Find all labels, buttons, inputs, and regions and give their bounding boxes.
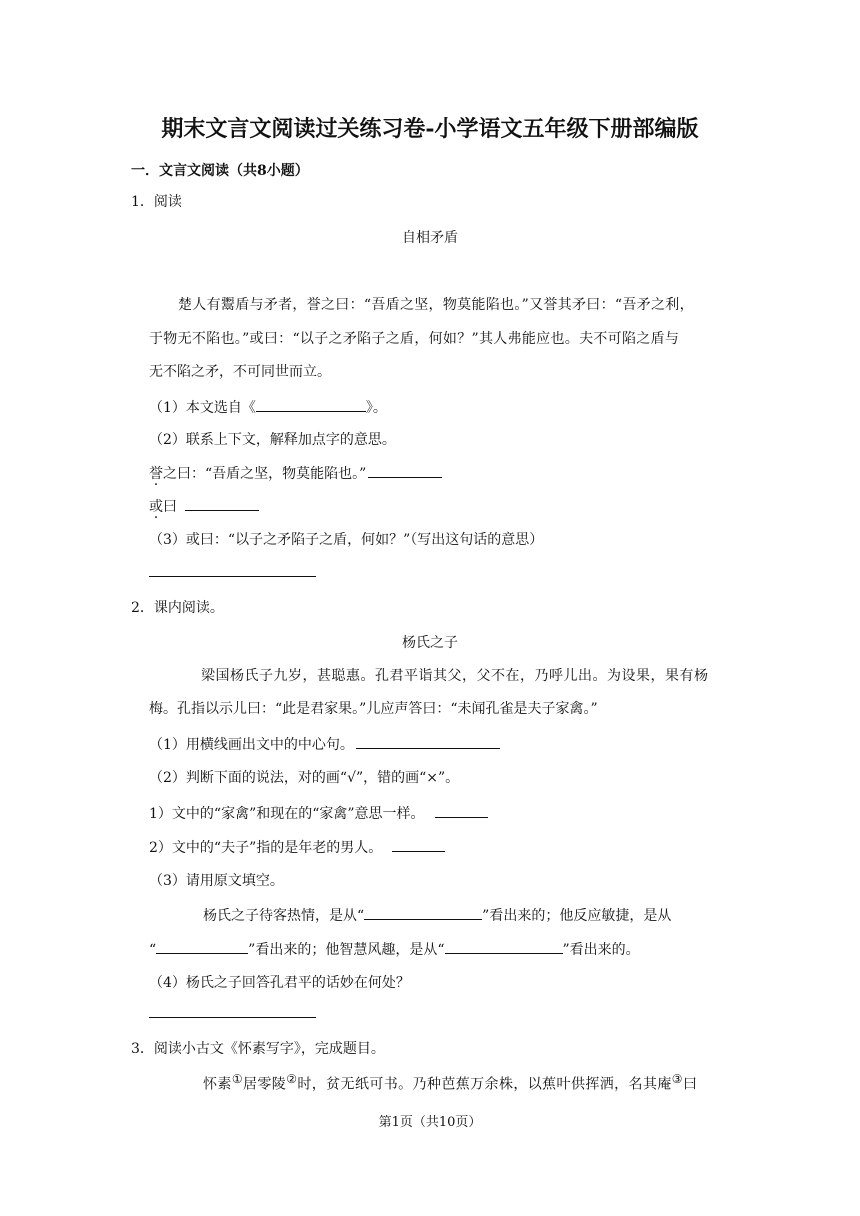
q1-passage-line-3: 无不陷之矛，不可同世而立。 (149, 364, 331, 380)
q2-answer-line[interactable] (149, 1017, 316, 1018)
q2-sub2-item-1-blank[interactable] (435, 802, 488, 818)
q1-sub2-item-a-text: 之曰：“吾盾之坚，物莫能陷也。” (163, 466, 367, 482)
dotted-char-yu: 誉 (149, 466, 163, 482)
q3-text-1: 怀素 (203, 1076, 232, 1093)
q2-fill-2-open-quote: “ (149, 942, 157, 958)
q2-sub3: （3）请用原文填空。 (149, 873, 284, 889)
q2-passage-line-2: 梅。孔指以示儿曰：“此是君家果。”儿应声答曰：“未闻孔雀是夫子家禽。” (149, 701, 598, 717)
q2-fill-2-middle: ”看出来的；他智慧风趣，是从“ (248, 942, 445, 958)
section-heading: 一．文言文阅读（共8小题） (131, 163, 309, 179)
footnote-mark-3: ③ (671, 1072, 683, 1086)
q2-fill-line-2 (149, 938, 640, 959)
q2-fill-blank-1[interactable] (364, 904, 482, 920)
q2-sub2-item-2-text: 2）文中的“夫子”指的是年老的男人。 (149, 840, 383, 856)
q2-sub4: （4）杨氏之子回答孔君平的话妙在何处？ (149, 975, 410, 991)
q2-fill-2-suffix: ”看出来的。 (562, 942, 640, 958)
q1-number: 1．阅读 (131, 194, 182, 210)
q1-passage-line-1: 楚人有鬻盾与矛者，誉之曰：“吾盾之坚，物莫能陷也。”又誉其矛曰：“吾矛之利， (178, 297, 694, 313)
q1-sub2: （2）联系上下文，解释加点字的意思。 (149, 432, 396, 448)
q2-passage-line-1: 梁国杨氏子九岁，甚聪惠。孔君平诣其父，父不在，乃呼儿出。为设果，果有杨 (201, 668, 709, 684)
q1-passage-line-2: 于物无不陷也。”或曰：“以子之矛陷子之盾，何如？”其人弗能应也。夫不可陷之盾与 (149, 331, 680, 347)
q2-heading: 杨氏之子 (402, 635, 458, 651)
q2-sub1 (149, 733, 500, 754)
q2-sub1-blank[interactable] (356, 733, 500, 749)
q1-sub2-item-b-blank[interactable] (185, 495, 259, 511)
q3-number: 3．阅读小古文《怀素写字》，完成题目。 (131, 1041, 385, 1057)
q1-sub2-item-a-blank[interactable] (368, 462, 442, 478)
q3-passage-line-1 (203, 1072, 697, 1094)
dotted-char-huo: 或 (149, 499, 163, 515)
q1-answer-line[interactable] (149, 576, 316, 577)
q1-sub1-prefix: （1）本文选自《 (149, 400, 256, 416)
q2-fill-line-1 (203, 904, 671, 925)
page-title: 期末文言文阅读过关练习卷-小学语文五年级下册部编版 (161, 116, 699, 142)
q2-sub2-item-1-text: 1）文中的“家禽”和现在的“家禽”意思一样。 (149, 806, 425, 822)
q1-sub1-suffix: 》。 (365, 400, 387, 416)
q2-sub2-item-2-blank[interactable] (392, 836, 445, 852)
q2-sub1-text: （1）用横线画出文中的中心句。 (149, 737, 354, 753)
q3-text-2: 居零陵 (242, 1076, 287, 1093)
q2-number: 2．课内阅读。 (131, 600, 224, 616)
q3-text-4: 曰 (682, 1076, 698, 1093)
q2-fill-blank-2[interactable] (156, 938, 248, 954)
page-footer: 第1页（共10页） (378, 1115, 482, 1130)
q2-sub2-item-2 (149, 836, 445, 857)
q2-fill-1-prefix: 杨氏之子待客热情，是从“ (203, 908, 365, 924)
q2-fill-1-suffix: ”看出来的；他反应敏捷，是从 (482, 908, 672, 924)
q1-sub3: （3）或曰：“以子之矛陷子之盾，何如？”（写出这句话的意思） (149, 532, 544, 548)
q1-sub2-item-b-text: 曰 (163, 499, 177, 515)
q2-sub2-item-1 (149, 802, 488, 823)
q1-heading: 自相矛盾 (402, 230, 458, 246)
q1-sub1-blank[interactable] (256, 396, 366, 412)
q1-sub1 (149, 396, 387, 417)
q2-sub2: （2）判断下面的说法，对的画“√”，错的画“×”。 (149, 770, 460, 786)
q2-fill-blank-3[interactable] (445, 938, 563, 954)
q1-sub2-item-b (149, 495, 259, 516)
footnote-mark-2: ② (286, 1072, 298, 1086)
q3-text-3: 时，贫无纸可书。乃种芭蕉万余株，以蕉叶供挥洒，名其庵 (297, 1076, 672, 1093)
q1-sub2-item-a (149, 462, 442, 483)
footnote-mark-1: ① (231, 1072, 243, 1086)
